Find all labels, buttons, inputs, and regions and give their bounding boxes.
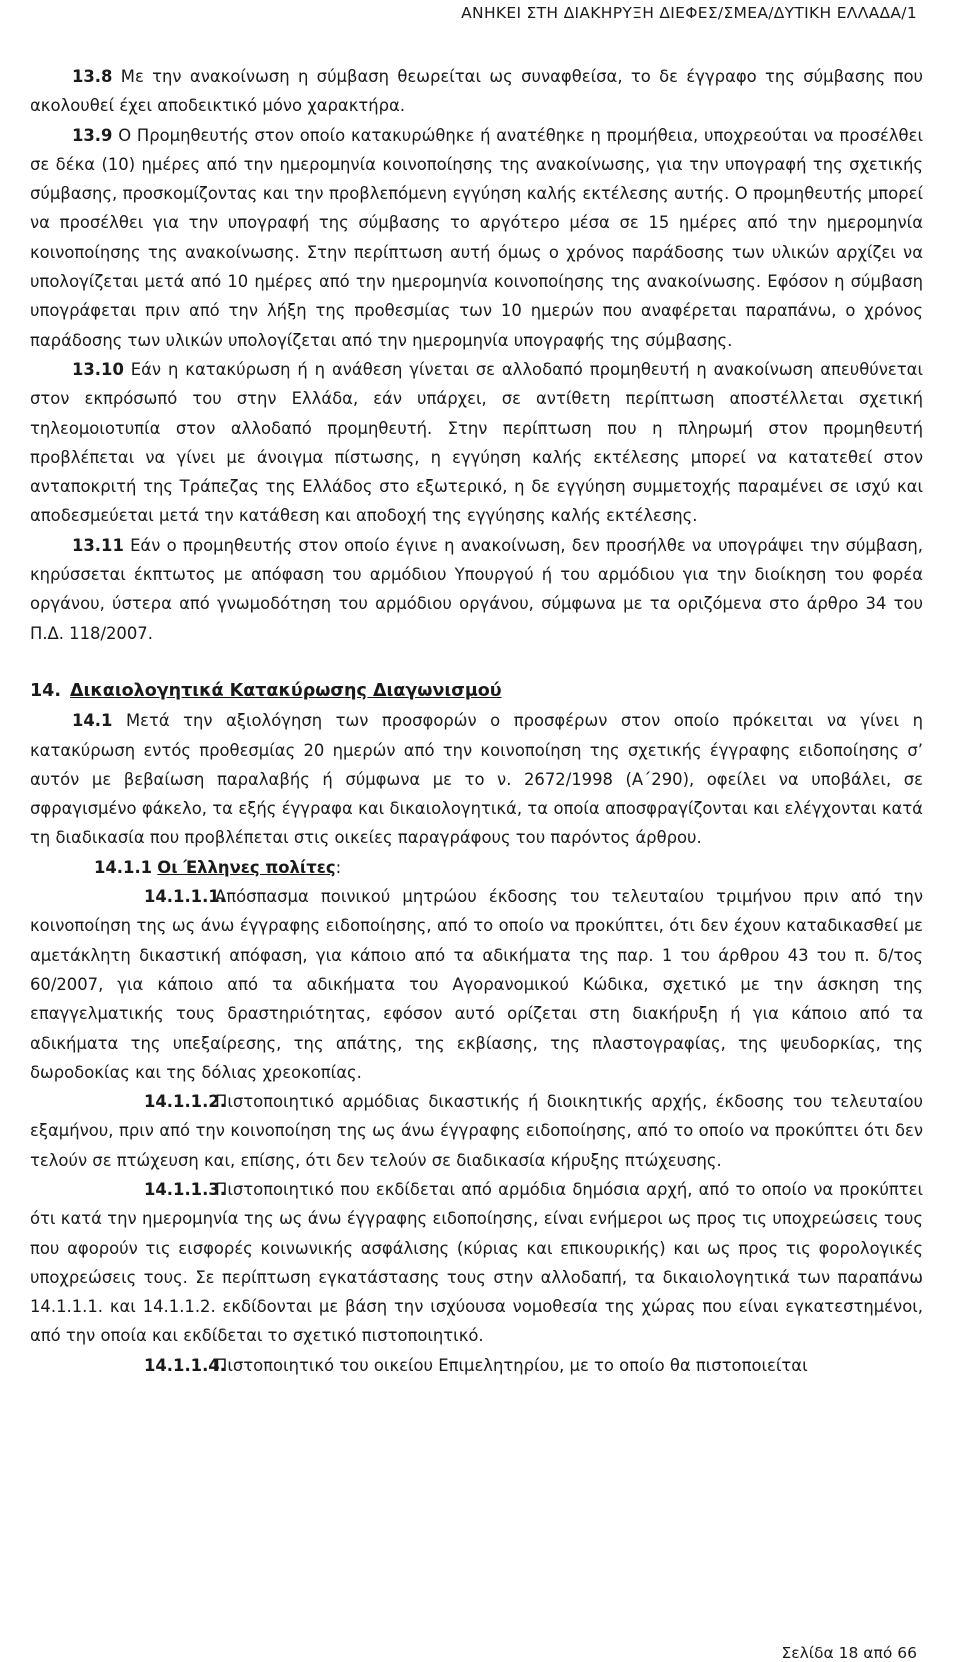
- paragraph-13-11: [30, 531, 923, 648]
- page-header: ΑΝΗΚΕΙ ΣΤΗ ΔΙΑΚΗΡΥΞΗ ΔΙΕΦΕΣ/ΣΜΕΑ/ΔΥΤΙΚΗ ΕΛΛΑΔΑ/1: [461, 4, 917, 22]
- paragraph-13-8: [30, 62, 923, 121]
- heading-title: Δικαιολογητικά Κατακύρωσης Διαγωνισμού: [70, 680, 502, 701]
- item-number: 14.1.1.4.: [144, 1355, 226, 1375]
- section-number: 14.1: [72, 711, 113, 731]
- paragraph-14-1: [30, 706, 923, 852]
- section-heading-14: [30, 677, 923, 706]
- paragraph-text: Μετά την αξιολόγηση των προσφορών ο προσφέρων στον οποίο πρόκειται να γίνει η κατακύρωση εντός προθεσμίας 20 ημερών από την κοινοποίηση της σχετικής έγγραφης ειδοποίησης σ’ αυτόν με βεβαίωση παραλαβής ή σύμφωνα με το ν. 2672/1998 (Α΄290), οφείλει να υποβάλει, σε σφραγισμένο φάκελο, τα εξής έγγραφα και δικαιολογητικά, τα οποία αποσφραγίζονται και ελέγχονται κατά τη διαδικασία που προβλέπεται στις οικείες παραγράφους του παρόντος άρθρου.: [30, 711, 923, 848]
- paragraph-text: Ο Προμηθευτής στον οποίο κατακυρώθηκε ή ανατέθηκε η προμήθεια, υποχρεούται να προσέλθει σε δέκα (10) ημέρες από την ημερομηνία κοινοποίησης της ανακοίνωσης, για την υπογραφή της σχετικής σύμβασης, προσκομίζοντας και την προβλεπόμενη εγγύηση καλής εκτέλεσης αυτής. Ο προμηθευτής μπορεί να προσέλθει για την υπογραφή της σύμβασης το αργότερο μέσα σε 15 ημέρες από την ημερομηνία κοινοποίησης της ανακοίνωσης. Στην περίπτωση αυτή όμως ο χρόνος παράδοσης των υλικών αρχίζει να υπολογίζεται μετά από 10 ημέρες από την ημερομηνία κοινοποίησης της ανακοίνωσης. Εφόσον η σύμβαση υπογράφεται πριν από την λήξη της προθεσμίας των 10 ημερών που αναφέρεται παραπάνω, ο χρόνος παράδοσης των υλικών υπολογίζεται από την ημερομηνία υπογραφής της σύμβασης.: [30, 125, 923, 350]
- item-text: Πιστοποιητικό που εκδίδεται από αρμόδια δημόσια αρχή, από το οποίο να προκύπτει ότι κατά την ημερομηνία της ως άνω έγγραφης ειδοποίησης, είναι ενήμεροι ως προς τις υποχρεώσεις τους που αφορούν τις εισφορές κοινωνικής ασφάλισης (κύριας και επικουρικής) και ως προς τις φορολογικές υποχρεώσεις τους. Σε περίπτωση εγκατάστασης τους στην αλλοδαπή, τα δικαιολογητικά των παραπάνω 14.1.1.1. και 14.1.1.2. εκδίδονται με βάση την ισχύουσα νομοθεσία της χώρας που είναι εγκατεστημένοι, από την οποία και εκδίδεται το σχετικό πιστοποιητικό.: [30, 1179, 923, 1346]
- section-number: 13.8: [72, 67, 113, 86]
- item-number: 14.1.1.2.: [144, 1092, 226, 1112]
- subheading-14-1-1: [30, 853, 923, 882]
- item-14-1-1-3: [30, 1175, 923, 1351]
- section-number: 13.11: [72, 535, 124, 555]
- item-text: Απόσπασμα ποινικού μητρώου έκδοσης του τελευταίου τριμήνου πριν από την κοινοποίηση της ως άνω έγγραφης ειδοποίησης, από το οποίο να προκύπτει, ότι δεν έχουν καταδικασθεί με αμετάκλητη δικαστική απόφαση, για κάποιο από τα αδικήματα της παρ. 1 του άρθρου 43 του π. δ/τος 60/2007, για κάποιο από τα αδικήματα του Αγορανομικού Κώδικα, σχετικό με την άσκηση της επαγγελματικής τους δραστηριότητας, εφόσον αυτό ορίζεται στη διακήρυξη ή για κάποιο από τα αδικήματα της υπεξαίρεσης, της απάτης, της εκβίασης, της πλαστογραφίας, της ψευδορκίας, της δωροδοκίας και της δόλιας χρεοκοπίας.: [30, 887, 923, 1082]
- paragraph-text: Με την ανακοίνωση η σύμβαση θεωρείται ως συναφθείσα, το δε έγγραφο της σύμβασης που ακολουθεί έχει αποδεικτικό μόνο χαρακτήρα.: [30, 67, 923, 116]
- item-14-1-1-1: [30, 882, 923, 1087]
- paragraph-13-10: [30, 355, 923, 531]
- item-14-1-1-4: [30, 1351, 923, 1380]
- section-number: 13.9: [72, 125, 113, 145]
- heading-number: 14.: [30, 680, 62, 701]
- page-footer: Σελίδα 18 από 66: [781, 1644, 917, 1662]
- item-text: Πιστοποιητικό του οικείου Επιμελητηρίου, με το οποίο θα πιστοποιείται: [215, 1355, 808, 1375]
- document-body: [30, 62, 923, 1380]
- subheading-number: 14.1.1: [94, 857, 153, 877]
- subheading-title: Οι Έλληνες πολίτες: [157, 857, 336, 877]
- item-number: 14.1.1.1.: [144, 887, 226, 907]
- paragraph-text: Εάν ο προμηθευτής στον οποίο έγινε η ανακοίνωση, δεν προσήλθε να υπογράψει την σύμβαση, κηρύσσεται έκπτωτος με απόφαση του αρμόδιου Υπουργού ή του αρμόδιου για την διοίκηση του φορέα οργάνου, ύστερα από γνωμοδότηση του αρμόδιου οργάνου, σύμφωνα με τα οριζόμενα στο άρθρο 34 του Π.Δ. 118/2007.: [30, 535, 923, 643]
- item-text: Πιστοποιητικό αρμόδιας δικαστικής ή διοικητικής αρχής, έκδοσης του τελευταίου εξαμήνου, πριν από την κοινοποίηση της ως άνω έγγραφης ειδοποίησης, από το οποίο να προκύπτει ότι δεν τελούν σε πτώχευση και, επίσης, ότι δεν τελούν σε διαδικασία κήρυξης πτώχευσης.: [30, 1092, 923, 1170]
- paragraph-text: Εάν η κατακύρωση ή η ανάθεση γίνεται σε αλλοδαπό προμηθευτή η ανακοίνωση απευθύνεται στον εκπρόσωπό του στην Ελλάδα, εάν υπάρχει, σε αντίθετη περίπτωση αποστέλλεται σχετική τηλεομοιοτυπία στον αλλοδαπό προμηθευτή. Στην περίπτωση που η πληρωμή στον προμηθευτή προβλέπεται να γίνει με άνοιγμα πίστωσης, η εγγύηση καλής εκτέλεσης μπορεί να κατατεθεί στον ανταποκριτή της Τράπεζας της Ελλάδος στο εξωτερικό, η δε εγγύηση συμμετοχής παραμένει σε ισχύ και αποδεσμεύεται μετά την κατάθεση και αποδοχή της εγγύησης καλής εκτέλεσης.: [30, 359, 923, 526]
- item-14-1-1-2: [30, 1087, 923, 1175]
- paragraph-13-9: [30, 121, 923, 355]
- item-number: 14.1.1.3.: [144, 1179, 226, 1199]
- subheading-suffix: :: [335, 857, 342, 877]
- section-number: 13.10: [72, 359, 124, 379]
